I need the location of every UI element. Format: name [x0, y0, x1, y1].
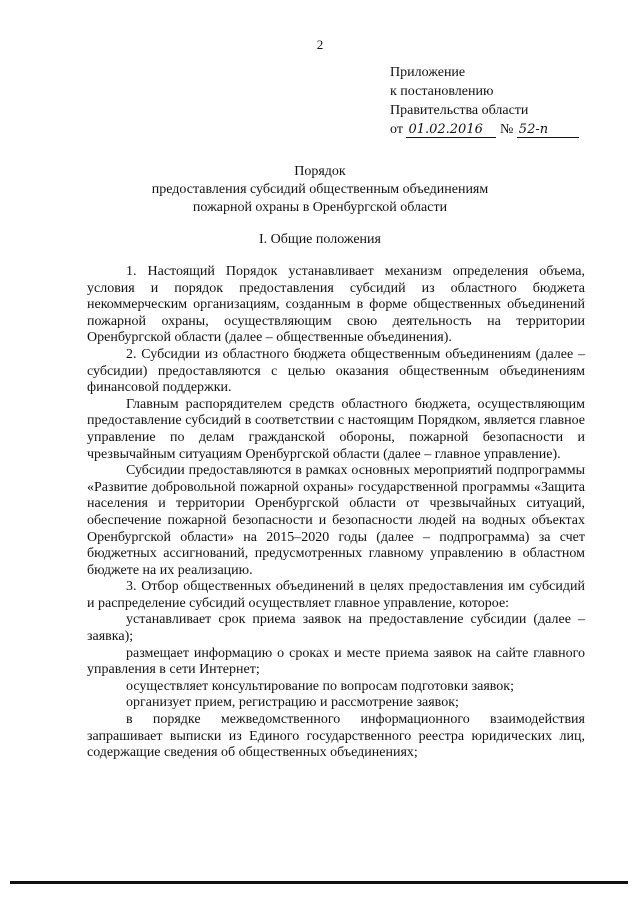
appendix-block [390, 63, 579, 139]
page-number: 2 [316, 37, 324, 52]
paragraph: Главным распорядителем средств областного бюджета, осуществляющим предоставление субсидий в соответствии с настоящим Порядком, является главное управление по делам гражданской обороны, пожарной безопасности и чрезвычайным ситуациям Оренбургской области (далее – главное управление). [87, 396, 585, 462]
appendix-line: Приложение [390, 65, 466, 80]
title-line: пожарной охраны в Оренбургской области [192, 200, 448, 215]
bottom-divider [10, 881, 628, 884]
paragraph: 1. Настоящий Порядок устанавливает механизм определения объема, условия и порядок предоставления субсидий из областного бюджета некоммерческим организациям, созданным в форме общественных объединений пожарной охраны, осуществляющим свою деятельность на территории Оренбургской области (далее – общественные объединения). [87, 264, 585, 346]
paragraph: Субсидии предоставляются в рамках основных мероприятий подпрограммы «Развитие добровольной пожарной охраны» государственной программы «Защита населения и территории Оренбургской области от чрезвычайных ситуаций, обеспечение пожарной безопасности и безопасности людей на водных объектах Оренбургской области» на 2015–2020 годы (далее – подпрограмма) за счет бюджетных ассигнований, предусмотренных главному управлению в областном бюджете на их реализацию. [87, 463, 585, 578]
paragraph: организует прием, регистрацию и рассмотрение заявок; [126, 695, 459, 711]
appendix-line: Правительства области [390, 103, 529, 118]
handwritten-date: 01.02.2016 [406, 122, 496, 138]
from-label: от [390, 122, 403, 137]
paragraph: осуществляет консультирование по вопросам подготовки заявок; [126, 678, 514, 694]
handwritten-number: 52-п [517, 122, 579, 138]
section-heading: I. Общие положения [259, 232, 381, 247]
document-title [0, 163, 640, 217]
body-text [87, 264, 585, 762]
title-line: предоставления субсидий общественным объединениям [151, 182, 489, 197]
appendix-line: к постановлению [390, 84, 494, 99]
appendix-date-line [390, 120, 579, 139]
number-label: № [499, 122, 514, 137]
paragraph: 3. Отбор общественных объединений в целях предоставления им субсидий и распределение субсидий осуществляет главное управление, которое: [87, 579, 585, 611]
paragraph: 2. Субсидии из областного бюджета общественным объединениям (далее – субсидии) предоставляются с целью оказания общественным объединениям финансовой поддержки. [87, 346, 585, 396]
paragraph: в порядке межведомственного информационного взаимодействия запрашивает выписки из Единого государственного реестра юридических лиц, содержащие сведения об общественных объединениях; [87, 712, 585, 761]
paragraph: размещает информацию о сроках и месте приема заявок на сайте главного управления в сети Интернет; [87, 645, 585, 678]
paragraph: устанавливает срок приема заявок на предоставление субсидии (далее – заявка); [87, 612, 585, 645]
title-line: Порядок [294, 164, 346, 179]
